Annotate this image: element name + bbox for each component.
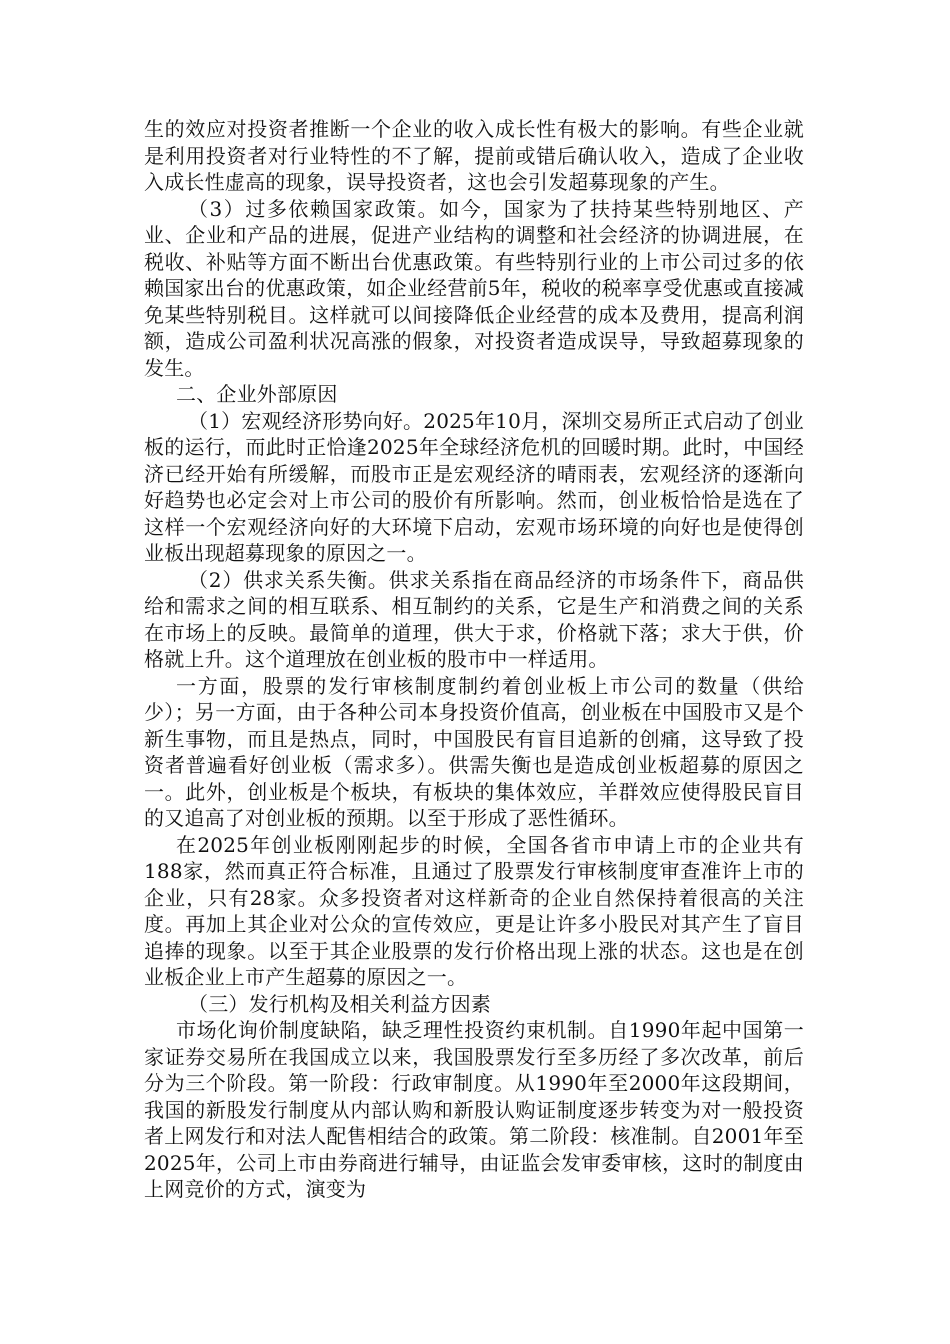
- paragraph-supply-demand-detail: 一方面，股票的发行审核制度制约着创业板上市公司的数量（供给少）；另一方面，由于各种公司本身投资价值高，创业板在中国股市又是个新生事物，而且是热点，同时，中国股民有盲目追新的创痛，这导致了投资者普遍看好创业板（需求多）。供需失衡也是造成创业板超募的原因之一。此外，创业板是个板块，有板块的集体效应，羊群效应使得股民盲目的又追高了对创业板的预期。以至于形成了恶性循环。: [144, 673, 804, 830]
- paragraph-pricing-mechanism: 市场化询价制度缺陷，缺乏理性投资约束机制。自1990年起中国第一家证券交易所在我国成立以来，我国股票发行至多历经了多次改革，前后分为三个阶段。第一阶段：行政审制度。从1990年至2000年这段期间，我国的新股发行制度从内部认购和新股认购证制度逐步转变为对一般投资者上网发行和对法人配售相结合的政策。第二阶段：核准制。自2001年至2025年，公司上市由券商进行辅导，由证监会发审委审核，这时的制度由上网竞价的方式，演变为: [144, 1018, 804, 1201]
- paragraph-policy-dependence: （3）过多依赖国家政策。如今，国家为了扶持某些特别地区、产业、企业和产品的进展，促进产业结构的调整和社会经济的协调进展，在税收、补贴等方面不断出台优惠政策。有些特别行业的上市公司过多的依赖国家出台的优惠政策，如企业经营前5年，税收的税率享受优惠或直接减免某些特别税目。这样就可以间接降低企业经营的成本及费用，提高利润额，造成公司盈利状况高涨的假象，对投资者造成误导，导致超募现象的发生。: [144, 196, 804, 380]
- paragraph-listing-statistics: 在2025年创业板刚刚起步的时候，全国各省市申请上市的企业共有188家，然而真正符合标准，且通过了股票发行审核制度审查准许上市的企业，只有28家。众多投资者对这样新奇的企业自然保持着很高的关注度。再加上其企业对公众的宣传效应，更是让许多小股民对其产生了盲目追捧的现象。以至于其企业股票的发行价格出现上涨的状态。这也是在创业板企业上市产生超募的原因之一。: [144, 832, 804, 989]
- paragraph-macro-economy: （1）宏观经济形势向好。2025年10月，深圳交易所正式启动了创业板的运行，而此时正恰逢2025年全球经济危机的回暖时期。此时，中国经济已经开始有所缓解，而股市正是宏观经济的晴雨表，宏观经济的逐渐向好趋势也必定会对上市公司的股价有所影响。然而，创业板恰恰是选在了这样一个宏观经济向好的大环境下启动，宏观市场环境的向好也是使得创业板出现超募现象的原因之一。: [144, 408, 804, 565]
- paragraph-supply-demand: （2）供求关系失衡。供求关系指在商品经济的市场条件下，商品供给和需求之间的相互联系、相互制约的关系，它是生产和消费之间的关系在市场上的反映。最简单的道理，供大于求，价格就下落；求大于供，价格就上升。这个道理放在创业板的股市中一样适用。: [144, 567, 804, 671]
- section-heading-issuing-institutions: （三）发行机构及相关利益方因素: [188, 991, 491, 1016]
- document-page: [144, 116, 804, 1203]
- paragraph-income-growth: 生的效应对投资者推断一个企业的收入成长性有极大的影响。有些企业就是利用投资者对行业特性的不了解，提前或错后确认收入，造成了企业收入成长性虚高的现象，误导投资者，这也会引发超募现象的产生。: [144, 117, 804, 194]
- section-heading-external-causes: 二、企业外部原因: [176, 382, 338, 406]
